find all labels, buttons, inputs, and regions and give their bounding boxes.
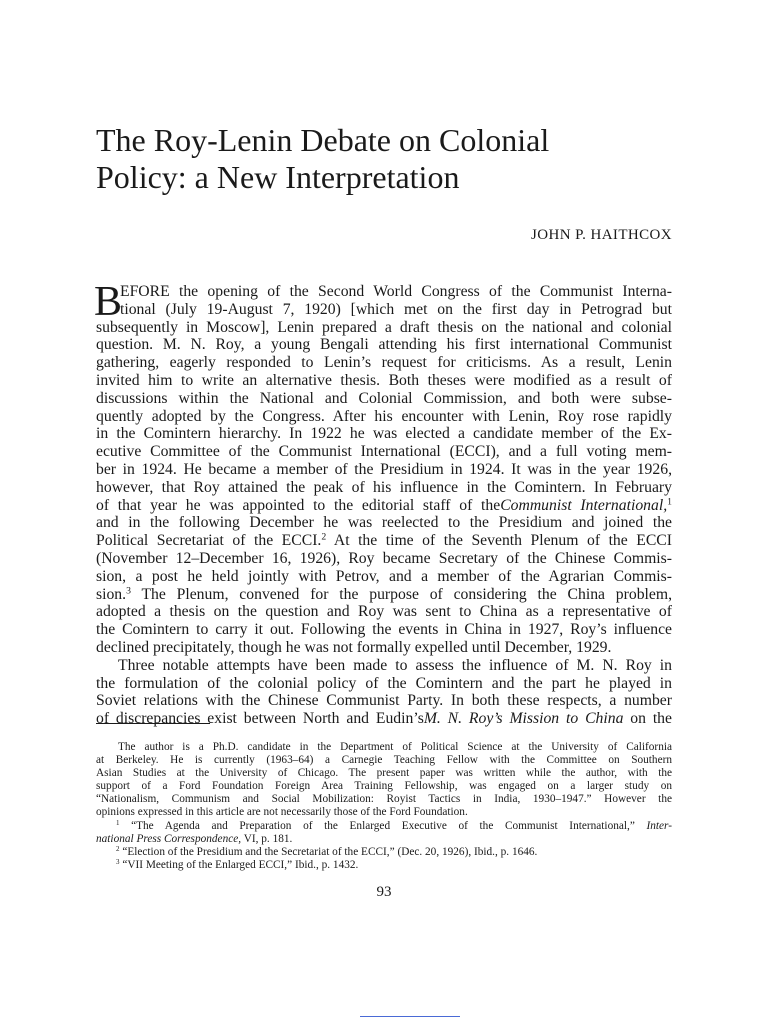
drop-cap: B: [94, 279, 123, 325]
line-text: Three notable attempts have been made to assess the influence of M. N. Roy in: [118, 656, 672, 674]
line-text: subsequently in Moscow], Lenin prepared a draft thesis on the national and colonial: [96, 318, 672, 336]
line-text: adopted a thesis on the question and Roy was sent to China as a representative of: [96, 603, 672, 621]
body-line: [96, 675, 672, 693]
footnote-line: [96, 741, 672, 754]
line-text: “VII Meeting of the Enlarged ECCI,” Ibid., p. 1432.: [119, 858, 359, 871]
footnote-line: [96, 820, 672, 833]
body-line: [96, 586, 672, 604]
body-line: [96, 319, 672, 337]
line-text: ber in 1924. He became a member of the Presidium in 1924. It was in the year 1926,: [96, 460, 672, 478]
footnote-line: [96, 754, 672, 767]
line-text: opinions expressed in this article are not necessarily those of the Ford Foundation.: [96, 806, 468, 819]
body-line: [96, 479, 672, 497]
line-text: The author is a Ph.D. candidate in the Department of Political Science at the University of California: [118, 741, 672, 753]
italic-text: Inter-: [634, 819, 672, 832]
line-text-tail: At the time of the Seventh Plenum of the ECCI: [326, 532, 672, 550]
line-text: tional (July 19-August 7, 1920) [which met on the first day in Petrograd but: [120, 300, 672, 318]
italic-text: M. N. Roy’s Mission to China: [423, 710, 624, 728]
body-line: [96, 354, 672, 372]
body-line: [96, 692, 672, 710]
body-line: [96, 710, 672, 728]
footnote-marker: 2: [116, 844, 120, 853]
line-text: discussions within the National and Colonial Commission, and both were subse-: [96, 389, 672, 407]
footnote-line: [96, 833, 672, 846]
line-text: of discrepancies exist between North and Eudin’s: [96, 710, 424, 728]
line-text: “Election of the Presidium and the Secretariat of the ECCI,” (Dec. 20, 1926), Ibid., p. 1646.: [119, 845, 538, 858]
line-text: Soviet relations with the Chinese Communist Party. In both these respects, a number: [96, 692, 672, 710]
line-text: EFORE the opening of the Second World Congress of the Communist Interna-: [120, 283, 672, 300]
footnote-line: [96, 846, 672, 859]
body-line: [96, 657, 672, 675]
body-line: [96, 550, 672, 568]
footnote-reference[interactable]: 1: [667, 496, 672, 508]
line-text: invited him to write an alternative thesis. Both theses were modified as a result of: [96, 371, 672, 389]
line-text: of that year he was appointed to the editorial staff of the: [96, 496, 501, 514]
line-text: sion, a post he held jointly with Petrov, and a member of the Agrarian Commis-: [96, 567, 672, 585]
line-text: Political Secretariat of the ECCI.: [96, 532, 322, 550]
footnote-marker: 3: [116, 858, 120, 866]
line-text: VI, p. 181.: [241, 832, 293, 845]
line-text: support of a Ford Foundation Foreign Area Training Fellowship, was engaged on a larger study on: [96, 780, 672, 793]
body-line: [96, 568, 672, 586]
italic-text: national Press Correspondence,: [96, 832, 242, 845]
body-line: [96, 336, 672, 354]
italic-text: Communist International,: [500, 496, 668, 514]
body-line: [96, 461, 672, 479]
body-line: [96, 301, 672, 319]
line-text: sion.: [96, 585, 127, 603]
body-line: [96, 639, 672, 657]
body-line: [96, 497, 672, 515]
line-text: quently adopted by the Congress. After his encounter with Lenin, Roy rose rapidly: [96, 407, 672, 425]
footnote-separator: [96, 723, 210, 724]
footnote-line: [96, 859, 672, 872]
line-text: the formulation of the colonial policy of the Comintern and the part he played in: [96, 674, 672, 692]
line-text: declined precipitately, though he was not formally expelled until December, 1929.: [96, 638, 612, 656]
line-text: “The Agenda and Preparation of the Enlarged Executive of the Communist International,”: [119, 819, 635, 832]
footnote-line: [96, 780, 672, 793]
line-text-tail: on the: [623, 710, 672, 728]
title-line-2: Policy: a New Interpretation: [96, 159, 460, 195]
line-text: ecutive Committee of the Communist International (ECCI), and a full voting mem-: [96, 443, 672, 461]
author-name: JOHN P. HAITHCOX: [531, 227, 672, 243]
line-text: Asian Studies at the University of Chicago. The present paper was written while the author, with the: [96, 767, 672, 780]
article-title: [96, 122, 696, 196]
line-text: “Nationalism, Communism and Social Mobilization: Royist Tactics in India, 1930–1947.” However the: [96, 793, 672, 806]
line-text: at Berkeley. He is currently (1963–64) a Carnegie Teaching Fellow with the Committee on Southern: [96, 754, 672, 767]
body-text: [94, 279, 672, 728]
footnote-reference[interactable]: 3: [126, 585, 131, 597]
footnotes: [96, 741, 672, 872]
line-text: the Comintern to carry it out. Following the events in China in 1927, Roy’s influence: [96, 621, 672, 639]
body-line: [96, 514, 672, 532]
body-line: [96, 532, 672, 550]
page-number: 93: [376, 884, 392, 900]
body-line: [96, 372, 672, 390]
body-line: [96, 408, 672, 426]
footnote-reference[interactable]: 2: [321, 531, 327, 543]
footnote-line: [96, 793, 672, 806]
body-line: [96, 390, 672, 408]
line-text: (November 12–December 16, 1926), Roy became Secretary of the Chinese Commis-: [96, 549, 672, 567]
body-line: [96, 425, 672, 443]
title-line-1: The Roy-Lenin Debate on Colonial: [96, 122, 550, 158]
footnote-line: [96, 806, 672, 819]
footnote-line: [96, 767, 672, 780]
line-text: and in the following December he was reelected to the Presidium and joined the: [96, 514, 672, 532]
footnote-marker: 1: [116, 818, 120, 827]
body-line: [96, 443, 672, 461]
line-text: question. M. N. Roy, a young Bengali attending his first international Communist: [96, 336, 672, 354]
line-text: in the Comintern hierarchy. In 1922 he was elected a candidate member of the Ex-: [96, 425, 672, 443]
line-text: however, that Roy attained the peak of his influence in the Comintern. In February: [96, 478, 672, 496]
body-line: [96, 283, 672, 301]
scrollbar[interactable]: [360, 1016, 460, 1017]
body-line: [96, 603, 672, 621]
line-text-tail: The Plenum, convened for the purpose of considering the China problem,: [130, 585, 672, 603]
body-line: [96, 621, 672, 639]
line-text: gathering, eagerly responded to Lenin’s request for criticisms. As a result, Lenin: [96, 354, 672, 372]
